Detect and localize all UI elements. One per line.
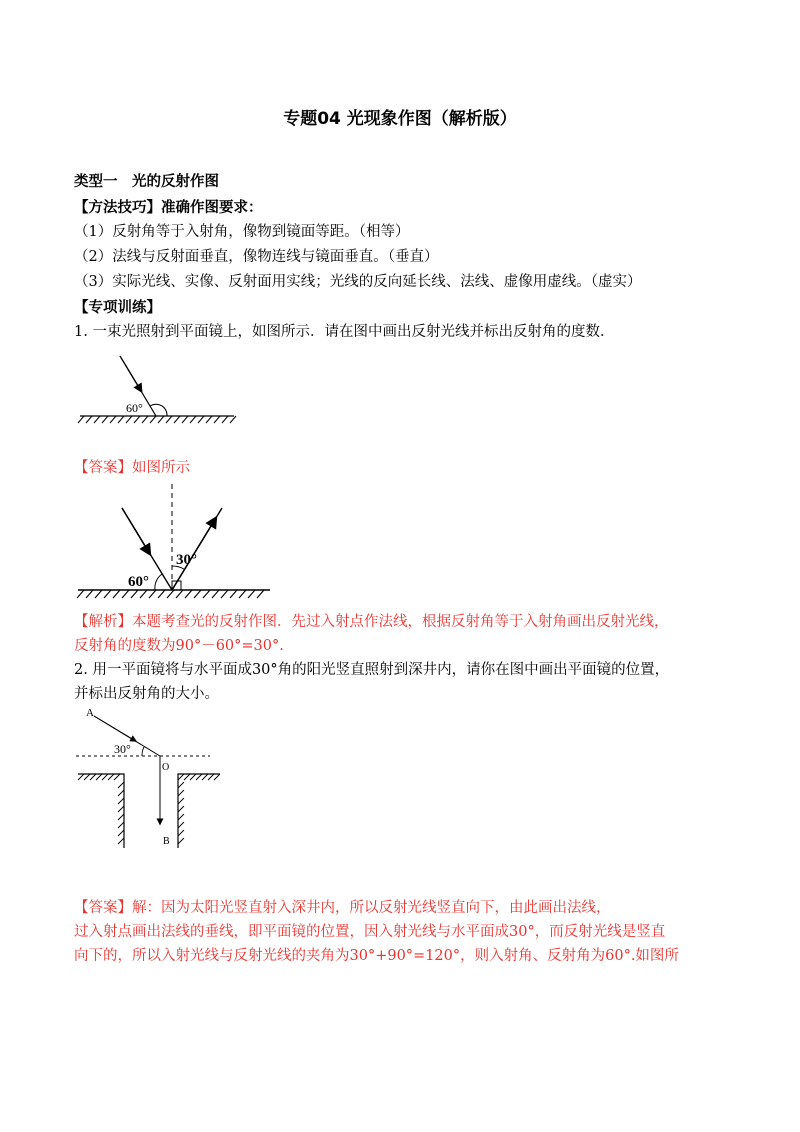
- angle-arc: [142, 747, 144, 756]
- question-2-answer-line-3: 向下的，所以入射光线与反射光线的夹角为30°+90°=120°，则入射角、反射角为60°.如图所: [74, 948, 679, 964]
- question-2-answer-line-1: 【答案】解：因为太阳光竖直射入深井内，所以反射光线竖直向下，由此画出法线，: [74, 900, 611, 916]
- incident-ray-arrow: [120, 356, 140, 389]
- question-2-text-line-2: 并标出反射角的大小。: [74, 686, 219, 702]
- training-heading: 【专项训练】: [74, 300, 161, 316]
- question-1-text: 1. 一束光照射到平面镜上，如图所示．请在图中画出反射光线并标出反射角的度数．: [74, 324, 615, 340]
- angle-label: 30°: [114, 742, 131, 756]
- question-2-text-line-1: 2. 用一平面镜将与水平面成30°角的阳光竖直照射到深井内，请你在图中画出平面镜的位置，: [74, 662, 670, 678]
- mirror-hatching: [77, 590, 264, 598]
- right-well-wall: [178, 774, 220, 848]
- answer-1-figure: [74, 480, 274, 606]
- left-wall-hatching: [78, 774, 124, 844]
- question-2-figure: [74, 702, 224, 852]
- point-o-label: O: [162, 762, 170, 773]
- question-1-answer: 【答案】如图所示: [74, 460, 190, 476]
- mirror-hatching: [78, 416, 236, 423]
- point-b-label: B: [163, 836, 170, 847]
- analysis-line-1: 【解析】本题考查光的反射作图．先过入射点作法线，根据反射角等于入射角画出反射光线，: [74, 614, 669, 630]
- tip-3: （3）实际光线、实像、反射面用实线；光线的反向延长线、法线、虚像用虚线。（虚实）: [74, 274, 642, 290]
- sun-ray-arrow: [94, 716, 134, 740]
- analysis-line-2: 反射角的度数为90°－60°=30°.: [74, 638, 284, 654]
- reflection-angle-label: 30°: [176, 552, 197, 568]
- tip-1: （1）反射角等于入射角，像物到镜面等距。（相等）: [74, 224, 410, 240]
- page-title: 专题04 光现象作图（解析版）: [283, 109, 517, 129]
- right-wall-hatching: [178, 774, 220, 844]
- tip-2: （2）法线与反射面垂直，像物连线与镜面垂直。（垂直）: [74, 249, 439, 265]
- section-heading: 类型一 光的反射作图: [74, 174, 219, 190]
- question-2-answer-line-2: 过入射点画出法线的垂线，即平面镜的位置，因入射光线与水平面成30°，而反射光线是竖直: [74, 924, 666, 940]
- incidence-angle-label: 60°: [128, 574, 149, 590]
- left-well-wall: [78, 774, 124, 848]
- point-a-label: A: [86, 707, 94, 719]
- angle-label: 60°: [126, 401, 143, 415]
- incident-ray-arrow: [122, 508, 148, 551]
- tips-heading: 【方法技巧】准确作图要求：: [74, 200, 263, 216]
- angle-arc-mirror: [155, 574, 162, 590]
- question-1-figure: [74, 350, 244, 430]
